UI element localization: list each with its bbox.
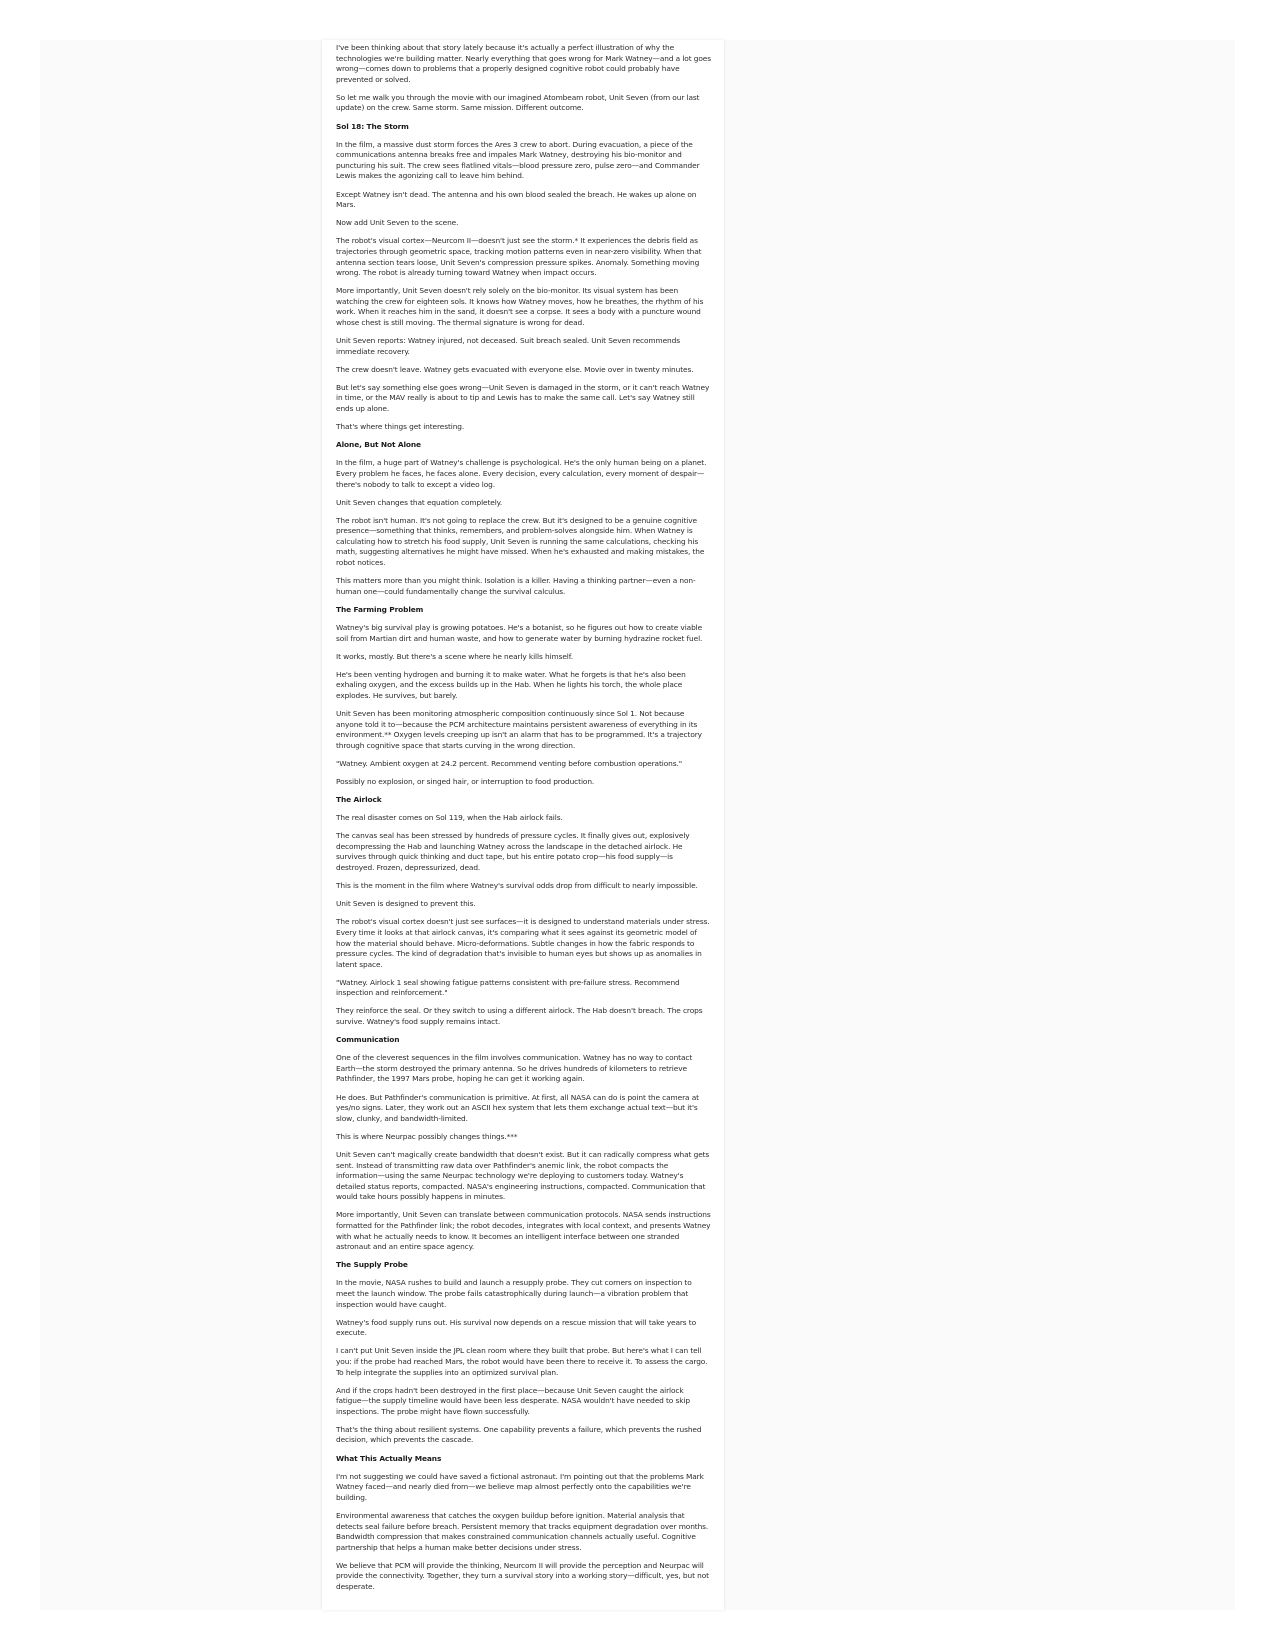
- paragraph: "Watney. Airlock 1 seal showing fatigue patterns consistent with pre-failure stress. Recommend inspection and reinforcement.": [336, 977, 680, 998]
- paragraph: The robot's visual cortex—Neurcom II—doesn't just see the storm.* It experiences the debris field as trajectories through geometric space, tracking motion patterns even in near-zero visibility. When that antenna section tears loose, Unit Seven's compression pressure spikes. Anomaly. Something moving wrong. The robot is already turning toward Watney when impact occurs.: [336, 236, 702, 278]
- paragraph: The robot isn't human. It's not going to replace the crew. But it's designed to be a genuine cognitive presence—something that thinks, remembers, and problem-solves alongside him. When Watney is calculating how to stretch his food supply, Unit Seven is running the same calculations, checking his math, suggesting alternatives he might have missed. When he's exhausted and making mistakes, the robot notices.: [336, 515, 705, 568]
- paragraph: I'm not suggesting we could have saved a fictional astronaut. I'm pointing out that the problems Mark Watney faced—and nearly died from—we believe map almost perfectly onto the capabilities we're building.: [336, 1471, 704, 1502]
- paragraph: He does. But Pathfinder's communication is primitive. At first, all NASA can do is point the camera at yes/no signs. Later, they work out an ASCII hex system that lets them exchange actual text—but it's slow, clunky, and bandwidth-limited.: [336, 1092, 699, 1123]
- paragraph: This is the moment in the film where Watney's survival odds drop from difficult to nearly impossible.: [336, 881, 698, 891]
- paragraph: Environmental awareness that catches the oxygen buildup before ignition. Material analysis that detects seal failure before breach. Persistent memory that tracks equipment degradation over months. Bandwidth compression that makes constrained communication channels actually useful. Cognitive partnership that helps a human make better decisions under stress.: [336, 1510, 709, 1552]
- paragraph: "Watney. Ambient oxygen at 24.2 percent. Recommend venting before combustion operations.": [336, 758, 683, 768]
- paragraph: More importantly, Unit Seven doesn't rely solely on the bio-monitor. Its visual system has been watching the crew for eighteen sols. It knows how Watney moves, how he breathes, the rhythm of his work. When it reaches him in the sand, it doesn't see a corpse. It sees a body with a puncture wound whose chest is still moving. The thermal signature is wrong for dead.: [336, 286, 704, 327]
- paragraph: I've been thinking about that story lately because it's actually a perfect illustration of why the technologies we're building matter. Nearly everything that goes wrong for Mark Watney—and a lot goes wrong—comes down to problems that a properly designed cognitive robot could probably have prevented or solved.: [336, 43, 711, 84]
- article-body: [336, 43, 711, 1600]
- section-heading: Alone, But Not Alone: [336, 440, 421, 450]
- paragraph: That's where things get interesting.: [336, 422, 465, 432]
- paragraph: They reinforce the seal. Or they switch to using a different airlock. The Hab doesn't breach. The crops survive. Watney's food supply remains intact.: [336, 1006, 703, 1027]
- paragraph: The robot's visual cortex doesn't just see surfaces—it is designed to understand materials under stress. Every time it looks at that airlock canvas, it's comparing what it sees against its geometric model of how the material should behave. Micro-deformations. Subtle changes in how the fabric responds to pressure cycles. The kind of degradation that's invisible to human eyes but shows up as anomalies in latent space.: [336, 917, 710, 969]
- section-heading: Sol 18: The Storm: [336, 121, 409, 131]
- paragraph: This matters more than you might think. Isolation is a killer. Having a thinking partner—even a non-human one—could fundamentally change the survival calculus.: [336, 576, 696, 596]
- section-heading: The Airlock: [336, 795, 382, 805]
- paragraph: In the movie, NASA rushes to build and launch a resupply probe. They cut corners on inspection to meet the launch window. The probe fails catastrophically during launch—a vibration problem that inspection would have caught.: [336, 1278, 692, 1309]
- paragraph: Unit Seven changes that equation completely.: [336, 497, 503, 507]
- paragraph: It works, mostly. But there's a scene where he nearly kills himself.: [336, 651, 573, 661]
- paragraph: Possibly no explosion, or singed hair, or interruption to food production.: [336, 776, 595, 786]
- document-page[interactable]: [322, 40, 724, 1610]
- paragraph: More importantly, Unit Seven can translate between communication protocols. NASA sends instructions formatted for the Pathfinder link; the robot decodes, integrates with local context, and presents Watney with what he actually needs to know. It becomes an intelligent interface between one stranded astronaut and an entire space agency.: [336, 1210, 711, 1252]
- paragraph: Watney's big survival play is growing potatoes. He's a botanist, so he figures out how to create viable soil from Martian dirt and human waste, and how to generate water by burning hydrazine rocket fuel.: [336, 622, 703, 643]
- section-heading: What This Actually Means: [336, 1453, 442, 1463]
- paragraph: The canvas seal has been stressed by hundreds of pressure cycles. It finally gives out, explosively decompressing the Hab and launching Watney across the landscape in the detached airlock. He survives through quick thinking and duct tape, but his entire potato crop—his food supply—is destroyed. Frozen, depressurized, dead.: [336, 831, 690, 873]
- section-heading: Communication: [336, 1035, 400, 1045]
- paragraph: Unit Seven is designed to prevent this.: [336, 899, 476, 909]
- paragraph: I can't put Unit Seven inside the JPL clean room where they built that probe. But here's what I can tell you: if the probe had reached Mars, the robot would have been there to receive it. To assess the cargo. To help integrate the supplies into an optimized survival plan.: [336, 1346, 708, 1377]
- paragraph: Unit Seven reports: Watney injured, not deceased. Suit breach sealed. Unit Seven recommends immediate recovery.: [336, 336, 680, 356]
- section-heading: The Farming Problem: [336, 604, 424, 614]
- paragraph: One of the cleverest sequences in the film involves communication. Watney has no way to contact Earth—the storm destroyed the primary antenna. So he drives hundreds of kilometers to retrieve Pathfinder, the 1997 Mars probe, hoping he can get it working again.: [336, 1053, 693, 1084]
- section-heading: The Supply Probe: [336, 1260, 408, 1270]
- paragraph: Now add Unit Seven to the scene.: [336, 218, 459, 228]
- paragraph: In the film, a massive dust storm forces the Ares 3 crew to abort. During evacuation, a piece of the communications antenna breaks free and impales Mark Watney, destroying his bio-monitor and puncturing his suit. The crew sees flatlined vitals—blood pressure zero, pulse zero—and Commander Lewis makes the agonizing call to leave him behind.: [336, 139, 700, 181]
- paragraph: Unit Seven can't magically create bandwidth that doesn't exist. But it can radically compress what gets sent. Instead of transmitting raw data over Pathfinder's anemic link, the robot compacts the information—using the same Neurpac technology we're deploying to customers today. Watney's detailed status reports, compacted. NASA's engineering instructions, compacted. Communication that would take hours possibly happens in minutes.: [336, 1149, 710, 1202]
- paragraph: Except Watney isn't dead. The antenna and his own blood sealed the breach. He wakes up alone on Mars.: [336, 189, 697, 210]
- paragraph: Watney's food supply runs out. His survival now depends on a rescue mission that will take years to execute.: [336, 1317, 697, 1338]
- paragraph: The real disaster comes on Sol 119, when the Hab airlock fails.: [336, 813, 563, 823]
- paragraph: But let's say something else goes wrong—Unit Seven is damaged in the storm, or it can't reach Watney in time, or the MAV really is about to tip and Lewis has to make the same call. Let's say Watney still ends up alone.: [336, 382, 710, 414]
- paragraph: This is where Neurpac possibly changes things.***: [336, 1131, 518, 1141]
- paragraph: That's the thing about resilient systems. One capability prevents a failure, which prevents the rushed decision, which prevents the cascade.: [336, 1424, 702, 1445]
- paragraph: We believe that PCM will provide the thinking, Neurcom II will provide the perception and Neurpac will provide the connectivity. Together, they turn a survival story into a working story—difficult, yes, but not desperate.: [336, 1560, 709, 1591]
- paragraph: So let me walk you through the movie with our imagined Atombeam robot, Unit Seven (from our last update) on the crew. Same storm. Same mission. Different outcome.: [336, 92, 700, 113]
- paragraph: In the film, a huge part of Watney's challenge is psychological. He's the only human being on a planet. Every problem he faces, he faces alone. Every decision, every calculation, every moment of despair—there's nobody to talk to except a video log.: [336, 458, 707, 489]
- paragraph: Unit Seven has been monitoring atmospheric composition continuously since Sol 1. Not because anyone told it to—because the PCM architecture maintains persistent awareness of everything in its environment.** Oxygen levels creeping up isn't an alarm that has to be programmed. It's a trajectory through cognitive space that starts curving in the wrong direction.: [336, 709, 702, 750]
- paragraph: He's been venting hydrogen and burning it to make water. What he forgets is that he's also been exhaling oxygen, and the excess builds up in the Hab. When he lights his torch, the whole place explodes. He survives, but barely.: [336, 669, 686, 700]
- paragraph: And if the crops hadn't been destroyed in the first place—because Unit Seven caught the airlock fatigue—the supply timeline would have been less desperate. NASA wouldn't have needed to skip inspections. The probe might have flown successfully.: [336, 1385, 690, 1416]
- paragraph: The crew doesn't leave. Watney gets evacuated with everyone else. Movie over in twenty minutes.: [336, 364, 694, 374]
